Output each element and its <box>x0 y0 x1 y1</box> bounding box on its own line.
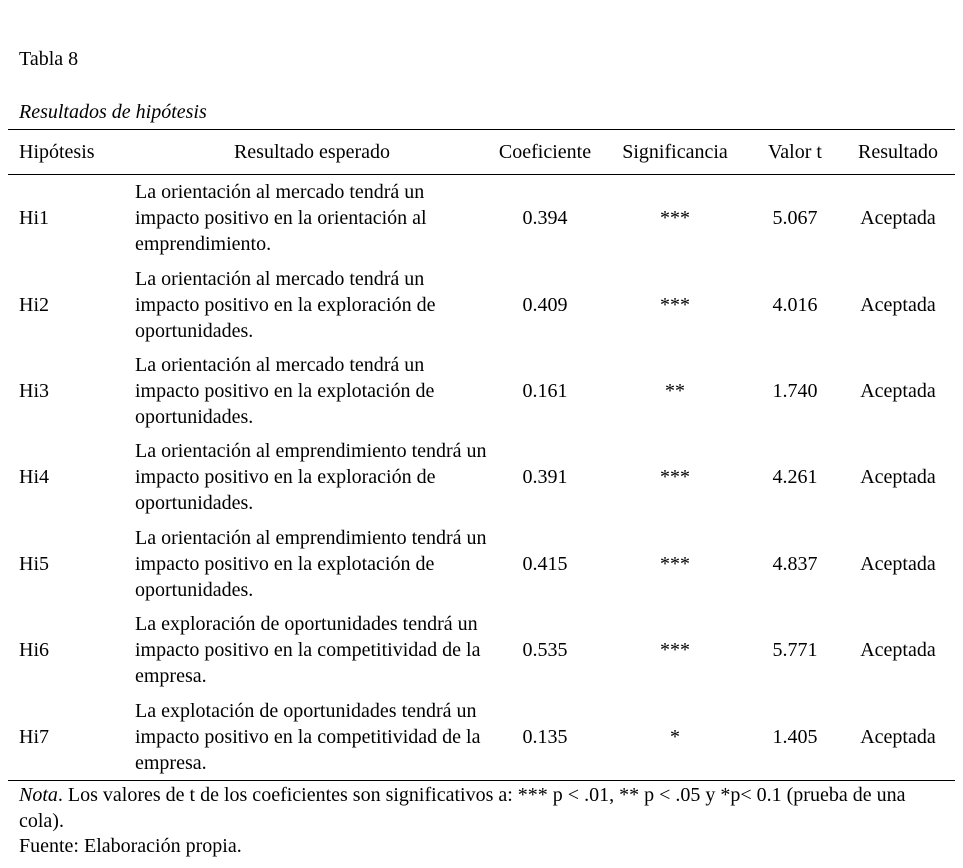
table-row <box>8 693 955 780</box>
expected-result: La orientación al emprendimiento tendrá un impacto positivo en la explotación de oportunidades. <box>135 526 487 601</box>
hypothesis-id: Hi2 <box>19 293 49 316</box>
significance: *** <box>660 293 690 316</box>
coefficient: 0.409 <box>522 293 568 316</box>
coefficient: 0.394 <box>522 207 568 230</box>
significance: ** <box>665 379 685 402</box>
t-value: 4.261 <box>772 466 818 489</box>
table-note <box>19 782 944 834</box>
expected-result: La orientación al mercado tendrá un impacto positivo en la exploración de oportunidades. <box>135 267 436 342</box>
significance: *** <box>660 207 690 230</box>
table-row <box>8 348 955 434</box>
result: Aceptada <box>860 293 936 316</box>
t-value: 4.016 <box>772 293 818 316</box>
significance: *** <box>660 552 690 575</box>
header-coefficient: Coeficiente <box>489 130 601 175</box>
t-value: 4.837 <box>772 552 818 575</box>
table-row <box>8 175 955 262</box>
header-t-value: Valor t <box>749 130 841 175</box>
table-label: Tabla 8 <box>19 48 79 70</box>
t-value: 5.067 <box>772 207 818 230</box>
result: Aceptada <box>841 693 955 780</box>
result: Aceptada <box>860 207 936 230</box>
expected-result: La explotación de oportunidades tendrá un impacto positivo en la competitividad de la empresa. <box>135 693 489 780</box>
t-value: 1.405 <box>749 693 841 780</box>
table-row <box>8 521 955 607</box>
hypothesis-id: Hi1 <box>19 207 49 230</box>
source-line: Fuente: Elaboración propia. <box>19 835 242 857</box>
header-row <box>8 130 955 175</box>
table-row <box>8 434 955 520</box>
result: Aceptada <box>860 639 936 662</box>
result: Aceptada <box>860 379 936 402</box>
header-significance: Significancia <box>601 130 749 175</box>
header-expected-result: Resultado esperado <box>135 130 489 175</box>
hypothesis-id: Hi4 <box>19 466 49 489</box>
t-value: 1.740 <box>772 379 818 402</box>
significance: *** <box>660 466 690 489</box>
hypothesis-results-table <box>8 129 955 781</box>
note-text: . Los valores de t de los coeficientes son significativos a: *** p < .01, ** p < .05 y *p< 0.1 (prueba de una cola). <box>19 784 906 832</box>
note-label: Nota <box>19 784 58 806</box>
expected-result: La exploración de oportunidades tendrá un impacto positivo en la competitividad de la empresa. <box>135 613 481 688</box>
coefficient: 0.161 <box>522 379 568 402</box>
hypothesis-id: Hi5 <box>19 552 49 575</box>
result: Aceptada <box>860 552 936 575</box>
header-result: Resultado <box>841 130 955 175</box>
hypothesis-id: Hi7 <box>8 693 135 780</box>
hypothesis-id: Hi6 <box>19 639 49 662</box>
table-body <box>8 175 955 781</box>
hypothesis-id: Hi3 <box>19 379 49 402</box>
table-header <box>8 130 955 175</box>
header-hypothesis: Hipótesis <box>8 130 135 175</box>
result: Aceptada <box>860 466 936 489</box>
expected-result: La orientación al mercado tendrá un impacto positivo en la explotación de oportunidades. <box>135 353 435 428</box>
significance: * <box>601 693 749 780</box>
coefficient: 0.391 <box>522 466 568 489</box>
table-caption: Resultados de hipótesis <box>19 101 207 123</box>
coefficient: 0.135 <box>489 693 601 780</box>
coefficient: 0.415 <box>522 552 568 575</box>
significance: *** <box>660 639 690 662</box>
expected-result: La orientación al mercado tendrá un impacto positivo en la orientación al emprendimiento. <box>135 181 427 256</box>
table-row <box>8 261 955 347</box>
expected-result: La orientación al emprendimiento tendrá un impacto positivo en la exploración de oportunidades. <box>135 440 487 515</box>
coefficient: 0.535 <box>522 639 568 662</box>
t-value: 5.771 <box>772 639 818 662</box>
table-row <box>8 607 955 693</box>
